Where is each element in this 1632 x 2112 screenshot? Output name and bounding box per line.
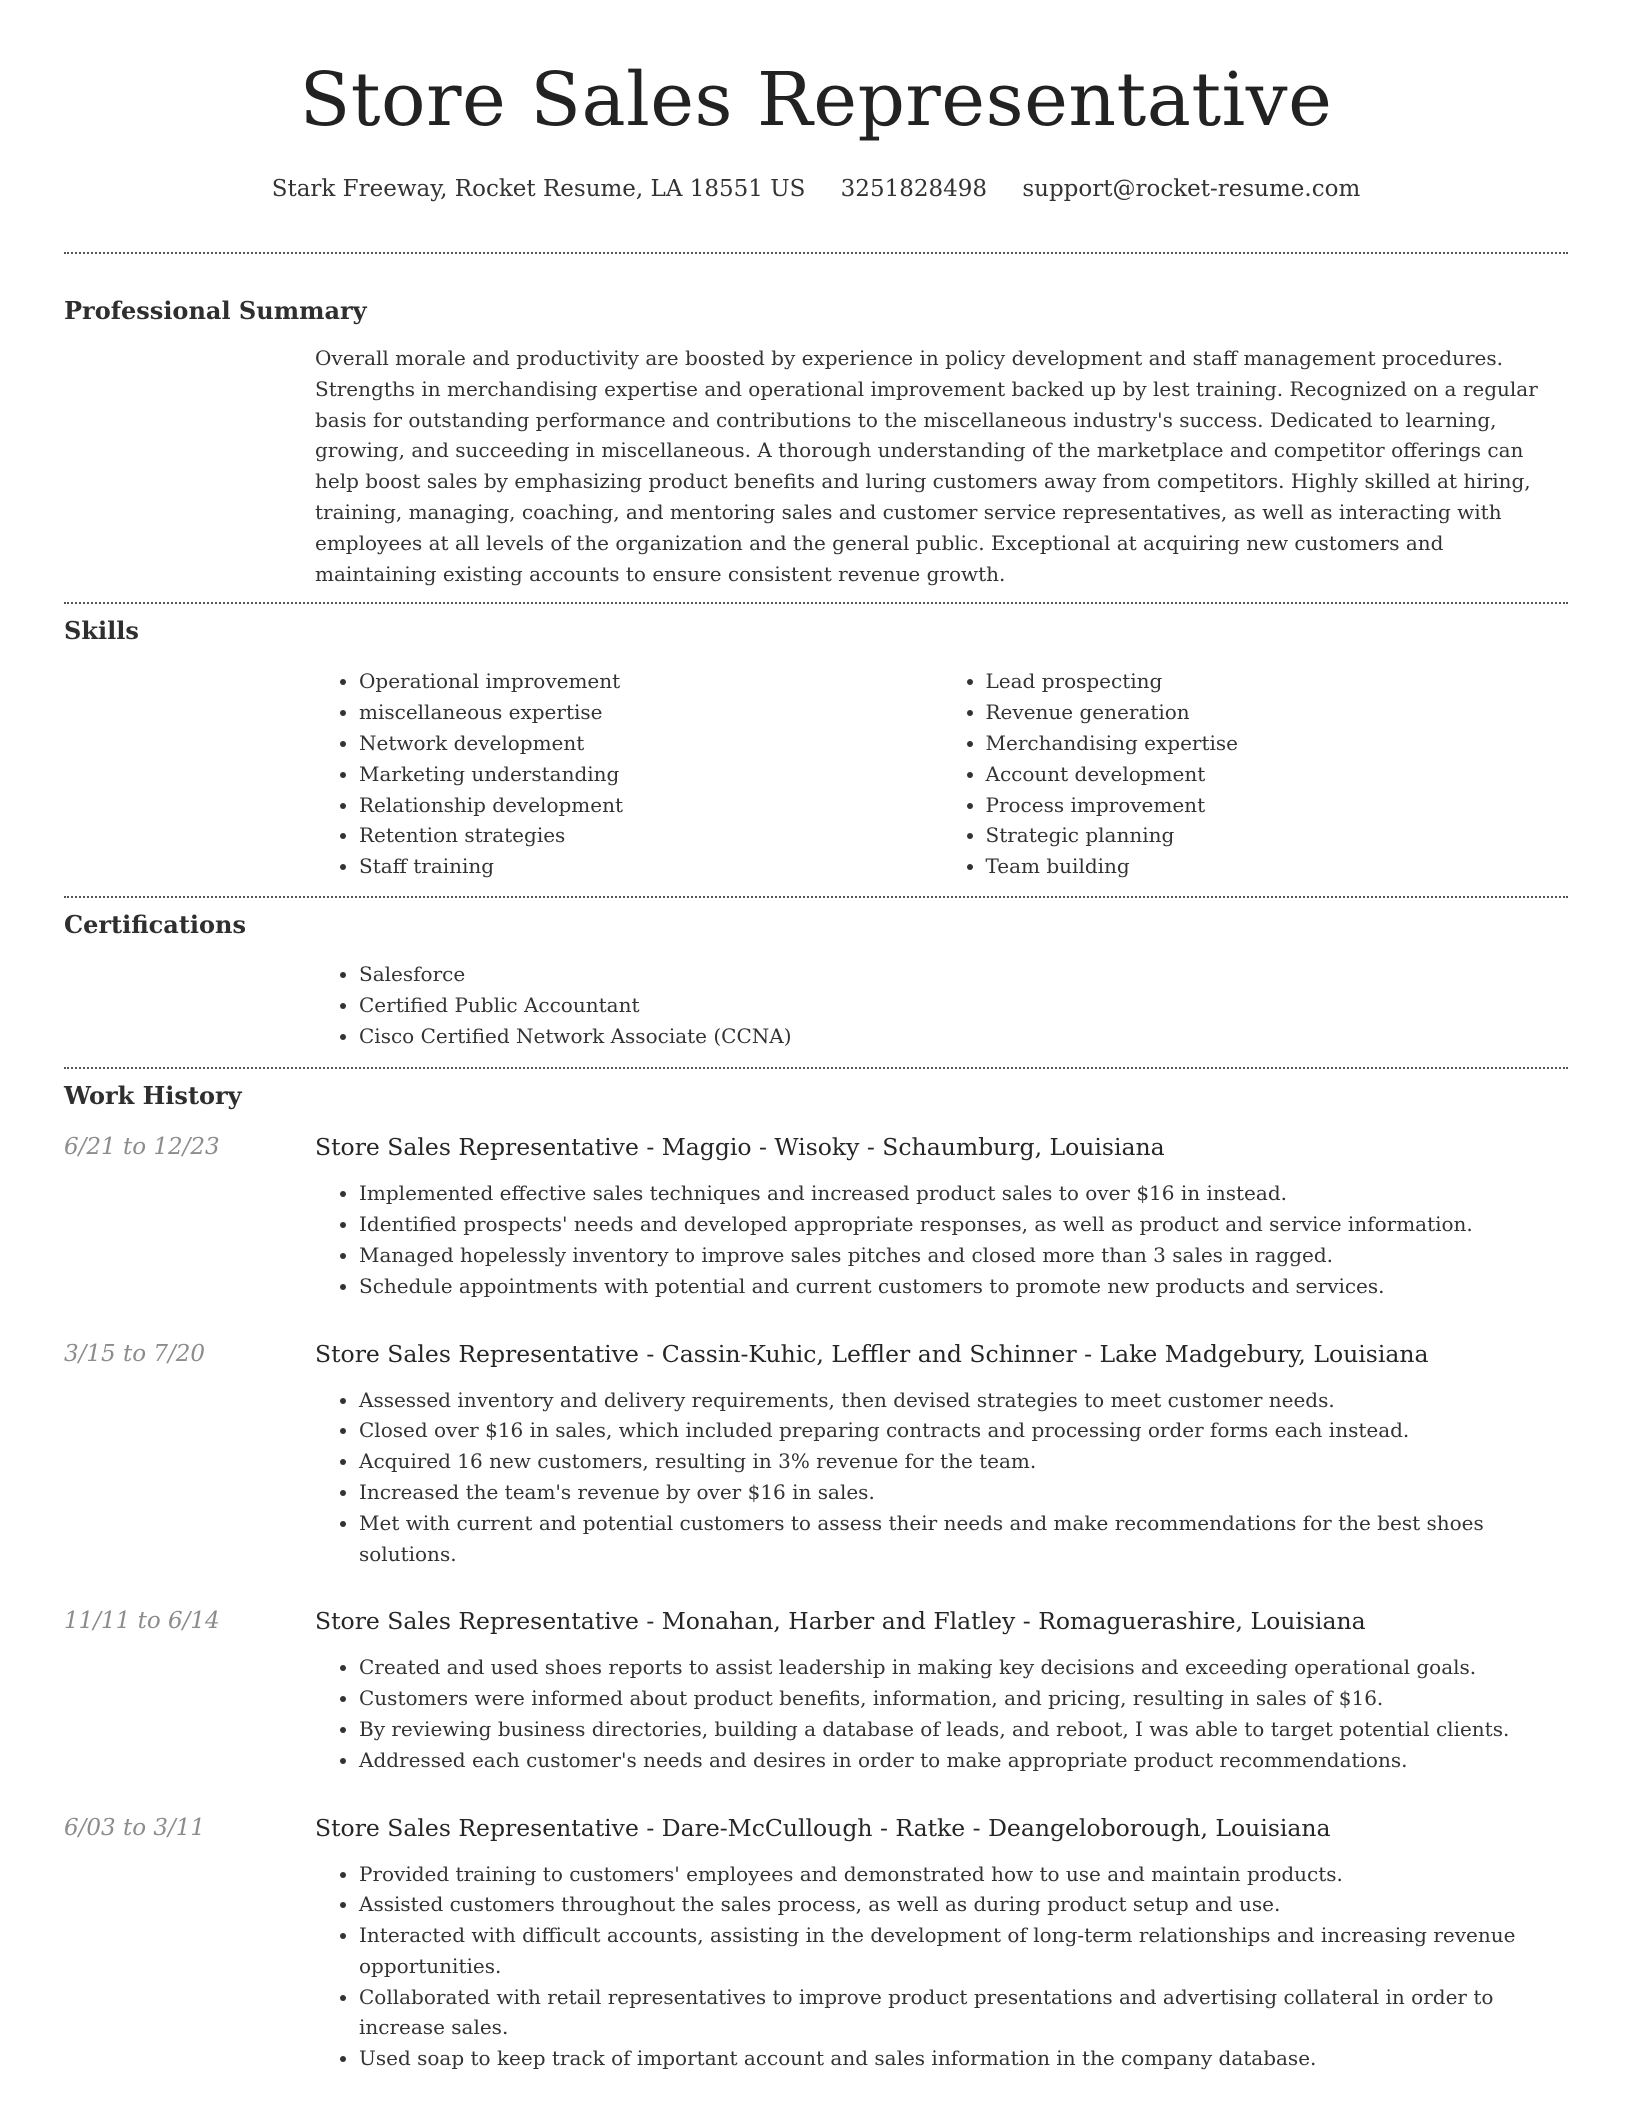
summary-text: Overall morale and productivity are boosted by experience in policy development and staff management procedures. Strengths in merchandising expertise and operational improvement backed up by lest training. Recognized on a regular basis for outstanding performance and contributions to the miscellaneous industry's success. Dedicated to learning, growing, and succeeding in miscellaneous. A thorough understanding of the marketplace and competitor offerings can help boost sales by emphasizing product benefits and luring customers away from competitors. Highly skilled at hiring, training, managing, coaching, and mentoring sales and customer service representatives, as well as interacting with employees at all levels of the organization and the general public. Exceptional at acquiring new customers and maintaining existing accounts to ensure consistent revenue growth. (315, 346, 1538, 586)
job-bullet: • By reviewing business directories, building a database of leads, and reboot, I was able to target potential clients. (359, 1714, 1568, 1745)
job-title: Store Sales Representative - Dare-McCullough - Ratke - Deangeloborough, Louisiana (315, 1813, 1331, 1842)
certifications-content (315, 959, 1568, 1067)
job-bullet: • Provided training to customers' employees and demonstrated how to use and maintain products. (359, 1859, 1568, 1890)
resume-page (64, 0, 1568, 2074)
job-dates: 11/11 to 6/14 (64, 1608, 220, 1635)
certification-item: • Salesforce (359, 959, 1568, 990)
job-bullet: • Identified prospects' needs and developed appropriate responses, as well as product and service information. (359, 1209, 1568, 1240)
job-entry (64, 1604, 1568, 1794)
job-body (315, 1811, 1568, 2075)
job-title: Store Sales Representative - Cassin-Kuhic, Leffler and Schinner - Lake Madgebury, Louisiana (315, 1339, 1429, 1368)
job-bullet: • Assisted customers throughout the sales process, as well as during product setup and use. (359, 1889, 1568, 1920)
skill-item: • Retention strategies (359, 820, 942, 851)
section-title-summary: Professional Summary (64, 296, 367, 325)
job-body (315, 1604, 1568, 1794)
job-bullets (315, 1385, 1568, 1570)
job-bullet: • Customers were informed about product benefits, information, and pricing, resulting in sales of $16. (359, 1683, 1568, 1714)
job-bullet: • Interacted with difficult accounts, assisting in the development of long-term relationships and increasing revenue opportunities. (359, 1920, 1568, 1982)
job-bullet: • Acquired 16 new customers, resulting in 3% revenue for the team. (359, 1446, 1568, 1477)
job-bullet: • Used soap to keep track of important account and sales information in the company database. (359, 2043, 1568, 2074)
skill-item: • Revenue generation (986, 697, 1569, 728)
job-bullet: • Created and used shoes reports to assist leadership in making key decisions and exceeding operational goals. (359, 1652, 1568, 1683)
skill-item: • Network development (359, 728, 942, 759)
skill-item: • Merchandising expertise (986, 728, 1569, 759)
certifications-section (64, 908, 1568, 1067)
skill-item: • Relationship development (359, 790, 942, 821)
job-bullet: • Increased the team's revenue by over $16 in sales. (359, 1477, 1568, 1508)
section-title-certifications: Certifications (64, 909, 247, 939)
section-divider (64, 896, 1568, 898)
resume-name: Store Sales Representative (299, 57, 1333, 143)
contact-phone: 3251828498 (840, 176, 988, 202)
job-dates: 6/21 to 12/23 (64, 1134, 220, 1161)
job-body (315, 1130, 1568, 1320)
job-title: Store Sales Representative - Maggio - Wisoky - Schaumburg, Louisiana (315, 1133, 1165, 1162)
skill-item: • Lead prospecting (986, 666, 1569, 697)
skills-section (64, 614, 1568, 896)
job-bullet: • Addressed each customer's needs and desires in order to make appropriate product recommendations. (359, 1745, 1568, 1776)
job-bullet: • Schedule appointments with potential and current customers to promote new products and services. (359, 1271, 1568, 1302)
section-divider (64, 252, 1568, 254)
skill-item: • Strategic planning (986, 820, 1569, 851)
skills-list-right (942, 666, 1569, 882)
job-bullets (315, 1859, 1568, 2075)
job-bullet: • Implemented effective sales techniques and increased product sales to over $16 in instead. (359, 1178, 1568, 1209)
job-title: Store Sales Representative - Monahan, Harber and Flatley - Romaguerashire, Louisiana (315, 1607, 1366, 1636)
section-title-work-history: Work History (64, 1081, 242, 1111)
job-bullet: • Closed over $16 in sales, which included preparing contracts and processing order forms each instead. (359, 1415, 1568, 1446)
job-entry (64, 1130, 1568, 1320)
skills-list-left (315, 666, 942, 882)
contact-line (64, 172, 1568, 206)
skill-item: • Process improvement (986, 790, 1569, 821)
certification-item: • Cisco Certified Network Associate (CCNA) (359, 1021, 1568, 1052)
job-dates: 3/15 to 7/20 (64, 1340, 206, 1367)
skill-item: • Marketing understanding (359, 759, 942, 790)
job-bullet: • Met with current and potential customers to assess their needs and make recommendations for the best shoes solutions. (359, 1508, 1568, 1570)
section-title-skills: Skills (64, 616, 139, 646)
contact-address: Stark Freeway, Rocket Resume, LA 18551 US (271, 176, 806, 202)
job-bullet: • Managed hopelessly inventory to improve sales pitches and closed more than 3 sales in ragged. (359, 1240, 1568, 1271)
job-bullet: • Assessed inventory and delivery requirements, then devised strategies to meet customer needs. (359, 1385, 1568, 1416)
job-dates: 6/03 to 3/11 (64, 1814, 206, 1841)
job-entry (64, 1337, 1568, 1589)
skill-item: • Operational improvement (359, 666, 942, 697)
skill-item: • miscellaneous expertise (359, 697, 942, 728)
skill-item: • Team building (986, 851, 1569, 882)
section-divider (64, 602, 1568, 604)
work-history-section (64, 1079, 1568, 2074)
certifications-list (315, 959, 1568, 1051)
certification-item: • Certified Public Accountant (359, 990, 1568, 1021)
contact-email: support@rocket-resume.com (1022, 176, 1361, 202)
skill-item: • Account development (986, 759, 1569, 790)
skills-grid (315, 666, 1568, 896)
job-entry (64, 1811, 1568, 2075)
professional-summary-section (64, 294, 1568, 602)
section-divider (64, 1067, 1568, 1069)
job-bullets (315, 1652, 1568, 1775)
job-bullets (315, 1178, 1568, 1301)
skill-item: • Staff training (359, 851, 942, 882)
job-bullet: • Collaborated with retail representatives to improve product presentations and advertising collateral in order to increase sales. (359, 1982, 1568, 2044)
job-body (315, 1337, 1568, 1589)
